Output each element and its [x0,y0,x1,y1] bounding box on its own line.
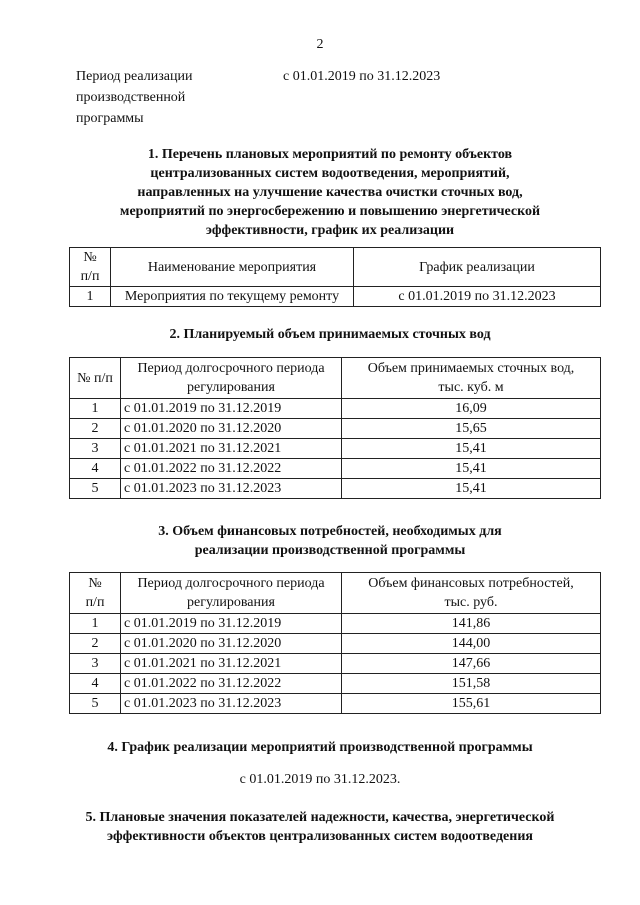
cell-amount: 155,61 [342,694,601,714]
cell-period: с 01.01.2019 по 31.12.2019 [121,614,342,634]
period-value: с 01.01.2019 по 31.12.2023 [283,69,441,84]
cell-activity: Мероприятия по текущему ремонту [111,287,354,307]
header-period: Период долгосрочного периода регулирования [121,573,342,614]
table-row [70,287,601,307]
section3-heading: 3. Объем финансовых потребностей, необходимых для реализации производственной программы [158,524,502,558]
table-header-row [70,248,601,287]
table-row [70,634,601,654]
table-2-wastewater-volume [69,357,601,499]
table-3-financial-needs [69,572,601,714]
table-row [70,674,601,694]
cell-amount: 141,86 [342,614,601,634]
section5-heading: 5. Плановые значения показателей надежности, качества, энергетической эффективности объектов централизованных систем водоотведения [85,810,555,844]
table-header-row [70,358,601,399]
cell-period: с 01.01.2021 по 31.12.2021 [121,439,342,459]
table-row [70,419,601,439]
table-row [70,439,601,459]
cell-period: с 01.01.2023 по 31.12.2023 [121,479,342,499]
header-number: № п/п [70,573,121,614]
cell-period: с 01.01.2020 по 31.12.2020 [121,634,342,654]
cell-number: 5 [70,694,121,714]
table-row [70,479,601,499]
cell-number: 2 [70,634,121,654]
cell-number: 2 [70,419,121,439]
header-volume: Объем принимаемых сточных вод, тыс. куб. м [342,358,601,399]
cell-amount: 144,00 [342,634,601,654]
cell-amount: 147,66 [342,654,601,674]
header-number: № п/п [70,358,121,399]
cell-period: с 01.01.2020 по 31.12.2020 [121,419,342,439]
cell-volume: 16,09 [342,399,601,419]
table-header-row [70,573,601,614]
table-row [70,694,601,714]
table-1-activities [69,247,601,307]
section1-heading: 1. Перечень плановых мероприятий по ремонту объектов централизованных систем водоотведения, мероприятий, направленных на улучшение качества очистки сточных вод, мероприятий по энергосбережению и повышению энергетической эффективности, график их реализации [119,147,541,238]
cell-volume: 15,41 [342,479,601,499]
period-label: Период реализации производственной программы [76,69,193,126]
section4-heading: 4. График реализации мероприятий производственной программы [107,740,533,755]
header-number: № п/п [70,248,111,287]
header-period: Период долгосрочного периода регулирования [121,358,342,399]
cell-period: с 01.01.2022 по 31.12.2022 [121,674,342,694]
cell-period: с 01.01.2023 по 31.12.2023 [121,694,342,714]
cell-volume: 15,41 [342,439,601,459]
section4-period-text: с 01.01.2019 по 31.12.2023. [239,772,401,787]
cell-number: 3 [70,654,121,674]
section2-heading: 2. Планируемый объем принимаемых сточных вод [169,327,491,342]
cell-amount: 151,58 [342,674,601,694]
cell-number: 4 [70,674,121,694]
cell-volume: 15,65 [342,419,601,439]
cell-schedule: с 01.01.2019 по 31.12.2023 [354,287,601,307]
header-activity-name: Наименование мероприятия [111,248,354,287]
cell-number: 5 [70,479,121,499]
cell-number: 1 [70,287,111,307]
cell-number: 4 [70,459,121,479]
table-row [70,399,601,419]
cell-period: с 01.01.2022 по 31.12.2022 [121,459,342,479]
table-row [70,614,601,634]
header-financial-volume: Объем финансовых потребностей, тыс. руб. [342,573,601,614]
cell-period: с 01.01.2021 по 31.12.2021 [121,654,342,674]
cell-number: 1 [70,614,121,634]
cell-number: 1 [70,399,121,419]
cell-number: 3 [70,439,121,459]
header-schedule: График реализации [354,248,601,287]
cell-period: с 01.01.2019 по 31.12.2019 [121,399,342,419]
table-row [70,459,601,479]
cell-volume: 15,41 [342,459,601,479]
table-row [70,654,601,674]
page-number: 2 [316,37,324,52]
